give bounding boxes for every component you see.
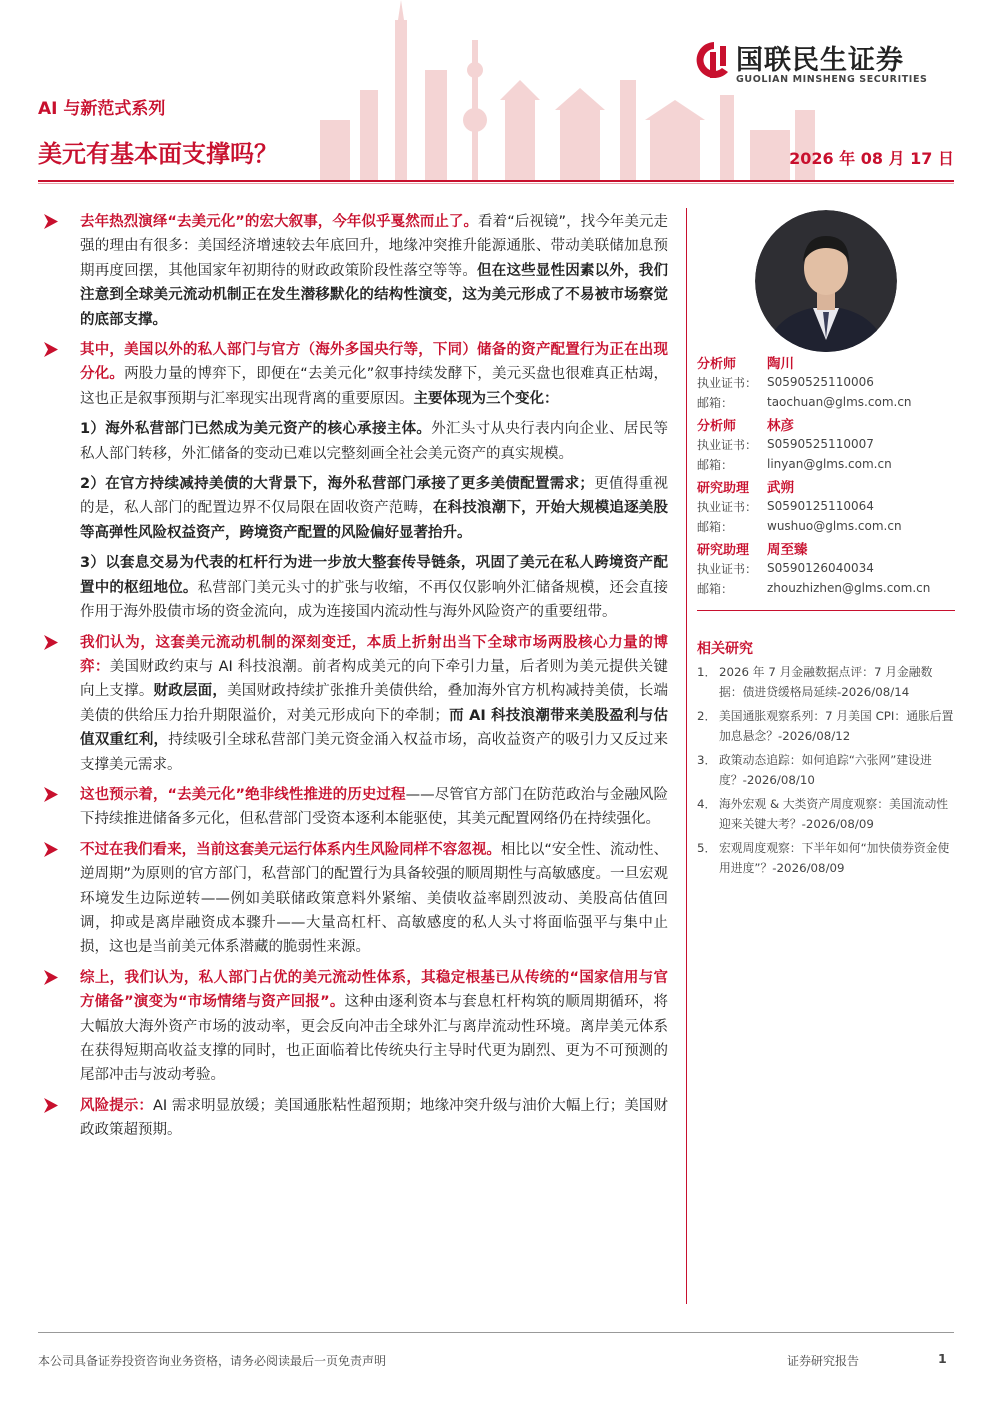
related-research-title: 相关研究	[697, 641, 753, 657]
p5-highlight: 不过在我们看来，当前这套美元运行体系内生风险同样不容忽视。	[80, 841, 501, 858]
email-label: 邮箱：	[697, 457, 734, 472]
city-skyline-watermark	[300, 0, 820, 180]
p6-text: 这种由逐利资本与套息杠杆构筑的顺周期循环，将大幅放大海外资产市场的波动率，更会反向冲击全球外汇与离岸流动性环境。离岸美元体系在获得短期高收益支撑的同时，也正面临着比传统央行主导时代更为剧烈、更为不可预测的尾部冲击与波动考验。	[80, 994, 669, 1084]
cert-label: 执业证书：	[697, 437, 758, 452]
arrow-bullet-icon	[44, 970, 58, 985]
analyst-entry	[697, 476, 955, 536]
logo-mark-icon	[692, 38, 732, 82]
report-body	[44, 210, 668, 1149]
cert-number: S0590525110006	[767, 375, 874, 389]
p2-text: 两股力量的博弈下，即便在“去美元化”叙事持续发酵下，美元买盘也很难真正枯竭，这也正是叙事预期与汇率现实出现背离的重要原因。	[80, 366, 668, 407]
p4-text: ——尽管官方部门在防范政治与金融风险下持续推进储备多元化，但私营部门受资本逐利本能驱使，其美元配置网络仍在持续强化。	[80, 786, 669, 828]
arrow-bullet-icon	[44, 342, 58, 357]
p3-bold: 财政层面，	[153, 683, 228, 700]
bullet-paragraph	[44, 1094, 668, 1143]
related-text: 海外宏观 & 大类资产周度观察：美国流动性迎来关键大考？-2026/08/09	[719, 797, 949, 831]
analyst-name: 周至臻	[767, 542, 808, 558]
related-text: 政策动态追踪：如何追踪“六张网”建设进度？-2026/08/10	[719, 753, 932, 787]
p5-text: 相比以“安全性、流动性、逆周期”为原则的官方部门，私营部门的配置行为具备较强的顺周期性与高敏感度。一旦宏观环境发生边际逆转——例如美联储政策意料外紧缩、美债收益率剧烈波动、美股高估值回调，抑或是离岸融资成本骤升——大量高杠杆、高敏感度的私人头寸将面临强平与集中止损，这也是当前美元体系潜藏的脆弱性来源。	[80, 841, 669, 956]
report-header	[0, 0, 992, 190]
arrow-bullet-icon	[44, 635, 58, 650]
cert-label: 执业证书：	[697, 499, 758, 514]
logo-chinese-text: 国联民生证券	[736, 45, 904, 76]
related-number: 5．	[697, 841, 717, 855]
header-divider-thin	[38, 183, 954, 184]
sidebar-divider	[697, 610, 955, 611]
p4-highlight: 这也预示着，“去美元化”绝非线性推进的历史过程	[80, 786, 406, 803]
p2-bold: 主要体现为三个变化：	[413, 390, 559, 407]
arrow-bullet-icon	[44, 842, 58, 857]
cert-number: S0590126040034	[767, 561, 874, 575]
cert-number: S0590125110064	[767, 499, 874, 513]
email-label: 邮箱：	[697, 581, 734, 596]
risk-label: 风险提示：	[80, 1097, 153, 1114]
analyst-name: 武朔	[767, 480, 794, 496]
page-number: 1	[938, 1351, 947, 1366]
email-address[interactable]: zhouzhizhen@glms.com.cn	[767, 581, 931, 595]
sub-paragraph	[44, 472, 668, 545]
series-label: AI 与新范式系列	[38, 99, 166, 119]
bullet-paragraph	[44, 338, 668, 411]
p1-text: 看着“后视镜”，找今年美元走强的理由有很多：美国经济增速较去年底回升，地缘冲突推升能源通胀、带动美联储加息预期再度回摆，其他国家年初期待的财政政策阶段性落空等等。	[80, 214, 668, 279]
bullet-paragraph	[44, 966, 668, 1088]
email-label: 邮箱：	[697, 395, 734, 410]
bullet-paragraph	[44, 631, 668, 777]
report-date: 2026 年 08 月 17 日	[789, 149, 954, 168]
p3-highlight: 我们认为，这套美元流动机制的深刻变迁，本质上折射出当下全球市场两股核心力量的博弈：	[80, 634, 668, 675]
related-item[interactable]	[697, 838, 955, 878]
s3-bold: 3）以套息交易为代表的杠杆行为进一步放大整套传导链条，巩固了美元在私人跨境资产配置中的枢纽地位。	[80, 555, 668, 596]
p3-bold-2: 而 AI 科技浪潮带来美股盈利与估值双重红利，	[80, 707, 668, 749]
arrow-bullet-icon	[44, 214, 58, 229]
bullet-paragraph	[44, 783, 668, 832]
arrow-bullet-icon	[44, 787, 58, 802]
column-divider	[686, 208, 687, 1304]
related-item[interactable]	[697, 706, 955, 746]
report-type-label: 证券研究报告	[787, 1354, 860, 1368]
p6-highlight: 综上，我们认为，私人部门占优的美元流动性体系，其稳定根基已从传统的“国家信用与官方储备”演变为“市场情绪与资产回报”。	[80, 969, 668, 1011]
disclaimer-notice: 本公司具备证券投资咨询业务资格，请务必阅读最后一页免责声明	[38, 1354, 387, 1368]
analyst-entry	[697, 414, 955, 474]
s2-bold: 2）在官方持续减持美债的大背景下，海外私营部门承接了更多美债配置需求；	[80, 476, 594, 493]
p3-text: 美国财政约束与 AI 科技浪潮。前者构成美元的向下牵引力量，后者则为美元提供关键向上支撑。	[80, 658, 668, 700]
related-research-list	[697, 662, 955, 882]
related-number: 4．	[697, 797, 717, 811]
logo-english-text: GUOLIAN MINSHENG SECURITIES	[736, 74, 928, 85]
cert-number: S0590525110007	[767, 437, 874, 451]
s1-text: 外汇头寸从央行表内向企业、居民等私人部门转移，外汇储备的变动已难以完整刻画全社会美元资产的真实规模。	[80, 421, 669, 462]
email-address[interactable]: taochuan@glms.com.cn	[767, 395, 912, 409]
related-text: 美国通胀观察系列：7 月美国 CPI：通胀后置加息悬念？-2026/08/12	[719, 709, 954, 743]
analyst-role: 分析师	[697, 418, 737, 434]
cert-label: 执业证书：	[697, 561, 758, 576]
report-title: 美元有基本面支撑吗？	[38, 140, 278, 168]
related-number: 2．	[697, 709, 717, 723]
analyst-role: 研究助理	[697, 542, 750, 558]
header-divider	[38, 180, 954, 182]
company-logo	[692, 38, 962, 88]
p3-text-2: 美国财政持续扩张推升美债供给，叠加海外官方机构减持美债，长端美债的供给压力抬升期限溢价，对美元形成向下的牵制；	[80, 683, 669, 724]
analyst-list	[697, 352, 955, 600]
related-text: 宏观周度观察：下半年如何“加快债券资金使用进度”？-2026/08/09	[719, 841, 950, 875]
related-number: 3．	[697, 753, 717, 767]
footer-divider	[38, 1332, 954, 1333]
analyst-entry	[697, 538, 955, 598]
related-item[interactable]	[697, 662, 955, 702]
s2-bold-2: 在科技浪潮下，开始大规模追逐美股等高弹性风险权益资产，跨境资产配置的风险偏好显著抬升。	[80, 500, 668, 541]
analyst-entry	[697, 352, 955, 412]
p1-highlight: 去年热烈演绎“去美元化”的宏大叙事，今年似乎戛然而止了。	[80, 214, 479, 230]
email-address[interactable]: linyan@glms.com.cn	[767, 457, 892, 471]
arrow-bullet-icon	[44, 1098, 58, 1113]
related-number: 1．	[697, 665, 717, 679]
p1-bold: 但在这些显性因素以外，我们注意到全球美元流动机制正在发生潜移默化的结构性演变，这为美元形成了不易被市场察觉的底部支撑。	[80, 262, 669, 328]
related-text: 2026 年 7 月金融数据点评：7 月金融数据：债进贷缓格局延续-2026/08/14	[719, 665, 933, 699]
risk-text: AI 需求明显放缓；美国通胀粘性超预期；地缘冲突升级与油价大幅上行；美国财政政策超预期。	[80, 1097, 669, 1139]
s1-bold: 1）海外私营部门已然成为美元资产的核心承接主体。	[80, 421, 432, 438]
p3-text-3: 持续吸引全球私营部门美元资金涌入权益市场，高收益资产的吸引力又反过来支撑美元需求。	[80, 732, 669, 773]
bullet-paragraph	[44, 838, 668, 960]
email-address[interactable]: wushuo@glms.com.cn	[767, 519, 902, 533]
analyst-photo	[755, 210, 897, 352]
s2-text: 更值得重视的是，私人部门的配置边界不仅局限在固收资产范畴，	[80, 476, 668, 517]
analyst-role: 研究助理	[697, 480, 750, 496]
analyst-name: 林彦	[767, 418, 794, 434]
analyst-name: 陶川	[767, 356, 794, 372]
sub-paragraph	[44, 551, 668, 624]
analyst-role: 分析师	[697, 356, 737, 372]
cert-label: 执业证书：	[697, 375, 758, 390]
p2-highlight: 其中，美国以外的私人部门与官方（海外多国央行等，下同）储备的资产配置行为正在出现分化。	[80, 342, 668, 383]
email-label: 邮箱：	[697, 519, 734, 534]
s3-text: 私营部门美元头寸的扩张与收缩，不再仅仅影响外汇储备规模，还会直接作用于海外股债市场的资金流向，成为连接国内流动性与海外风险资产的重要纽带。	[80, 579, 668, 621]
bullet-paragraph	[44, 210, 668, 332]
sub-paragraph	[44, 417, 668, 466]
related-item[interactable]	[697, 794, 955, 834]
related-item[interactable]	[697, 750, 955, 790]
